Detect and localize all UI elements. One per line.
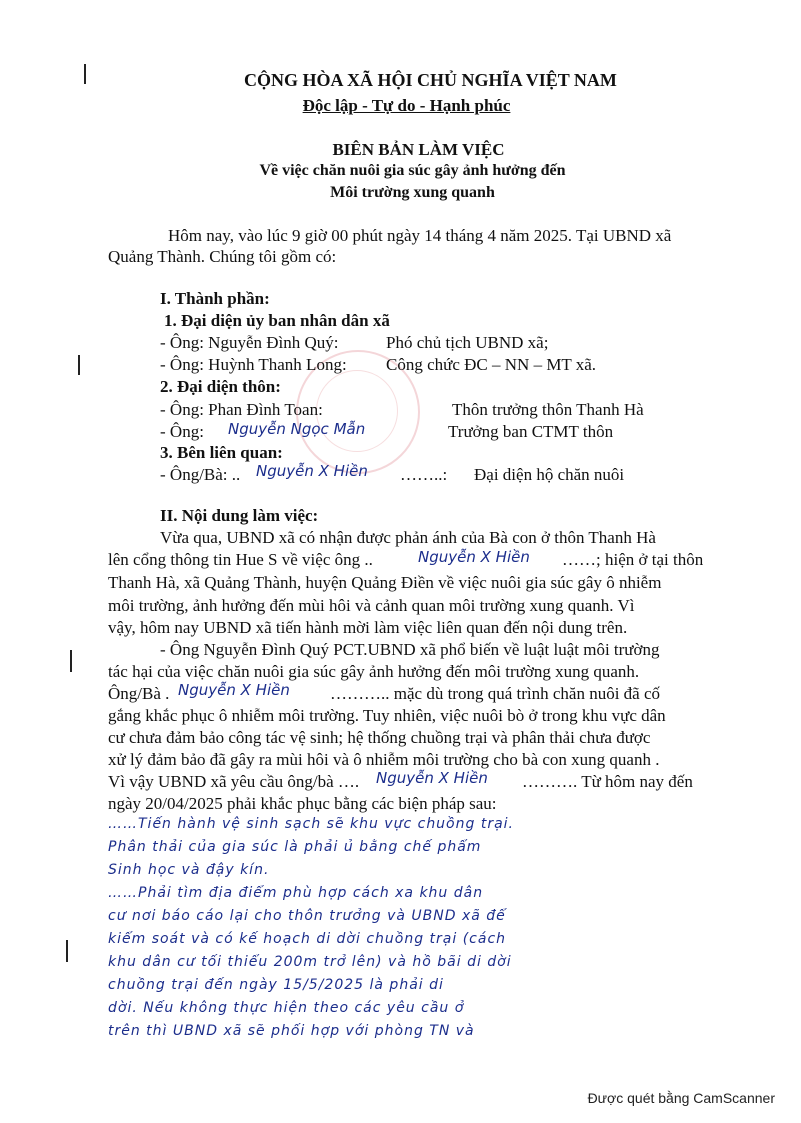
section-1-sub-3: 3. Bên liên quan:: [160, 443, 283, 462]
document-subtitle-2: Môi trường xung quanh: [330, 184, 495, 201]
para-2-line-7a: Vì vậy UBND xã yêu cầu ông/bà ….: [108, 772, 360, 791]
para-1-line-2a: lên cổng thông tin Hue S về việc ông ..: [108, 550, 373, 569]
section-1-sub-1: 1. Đại diện ủy ban nhân dân xã: [164, 311, 390, 330]
handwritten-line: khu dân cư tối thiểu 200m trở lên) và hồ bãi di dời: [108, 954, 512, 970]
para-1-line-1: Vừa qua, UBND xã có nhận được phản ánh của Bà con ở thôn Thanh Hà: [160, 528, 656, 547]
participant-5-role: Đại diện hộ chăn nuôi: [474, 465, 625, 484]
handwritten-line: trên thì UBND xã sẽ phối hợp với phòng TN và: [108, 1023, 475, 1039]
para-2-line-1: - Ông Nguyễn Đình Quý PCT.UBND xã phổ biến về luật luật môi trường: [160, 640, 660, 659]
section-2-heading: II. Nội dung làm việc:: [160, 506, 319, 525]
para-1-line-3: Thanh Hà, xã Quảng Thành, huyện Quảng Điền về việc nuôi gia súc gây ô nhiễm: [108, 573, 662, 592]
participant-4-handwritten-name: Nguyễn Ngọc Mẫn: [228, 420, 366, 438]
participant-4-prefix: - Ông:: [160, 422, 204, 441]
handwritten-line: Phân thải của gia súc là phải ủ bằng chế phẩm: [108, 839, 482, 855]
handwritten-line: dời. Nếu không thực hiện theo các yêu cầu ở: [108, 1000, 465, 1016]
participant-3-name: - Ông: Phan Đình Toan:: [160, 400, 323, 419]
section-1-sub-2: 2. Đại diện thôn:: [160, 377, 281, 396]
handwritten-line: ……Phải tìm địa điểm phù hợp cách xa khu dân: [108, 885, 484, 901]
country-name: CỘNG HÒA XÃ HỘI CHỦ NGHĨA VIỆT NAM: [244, 70, 617, 90]
para-2-handwritten-name-2: Nguyễn X Hiền: [376, 769, 488, 787]
scan-mark: [78, 355, 80, 375]
para-1-line-2b: ……; hiện ở tại thôn: [562, 550, 704, 569]
participant-5-prefix: - Ông/Bà: ..: [160, 465, 241, 484]
para-2-line-4: gắng khắc phục ô nhiễm môi trường. Tuy nhiên, việc nuôi bò ở trong khu vực dân: [108, 706, 666, 725]
para-1-handwritten-name: Nguyễn X Hiền: [418, 548, 530, 566]
participant-4-role: Trưởng ban CTMT thôn: [448, 422, 614, 441]
para-2-line-5: cư chưa đảm bảo công tác vệ sinh; hệ thống chuồng trại và phân thải chưa được: [108, 728, 651, 747]
para-2-line-2: tác hại của việc chăn nuôi gia súc gây ảnh hưởng đến môi trường xung quanh.: [108, 662, 640, 681]
para-2-line-3a: Ông/Bà .: [108, 684, 170, 703]
para-2-handwritten-name: Nguyễn X Hiền: [178, 681, 290, 699]
participant-2-role: Công chức ĐC – NN – MT xã.: [386, 355, 597, 374]
scan-mark: [66, 940, 68, 962]
handwritten-line: Sinh học và đậy kín.: [108, 862, 270, 878]
participant-5-dots: ……..:: [400, 465, 448, 484]
para-2-line-8: ngày 20/04/2025 phải khắc phục bằng các biện pháp sau:: [108, 794, 497, 813]
stamp-seal-inner: [316, 370, 398, 452]
handwritten-line: kiểm soát và có kế hoạch di dời chuồng trại (cách: [108, 931, 507, 947]
participant-2-name: - Ông: Huỳnh Thanh Long:: [160, 355, 347, 374]
participant-1-role: Phó chủ tịch UBND xã;: [386, 333, 549, 352]
handwritten-line: chuồng trại đến ngày 15/5/2025 là phải di: [108, 977, 444, 993]
para-1-line-5: vậy, hôm nay UBND xã tiến hành mời làm việc liên quan đến nội dung trên.: [108, 618, 628, 637]
scanner-watermark: Được quét bằng CamScanner: [587, 1090, 775, 1106]
para-2-line-6: xử lý đảm bảo đã gây ra mùi hôi và ô nhiễm môi trường cho bà con xung quanh .: [108, 750, 660, 769]
section-1-heading: I. Thành phần:: [160, 289, 270, 308]
participant-1-name: - Ông: Nguyễn Đình Quý:: [160, 333, 339, 352]
para-2-line-3b: ……….. mặc dù trong quá trình chăn nuôi đã cố: [330, 684, 661, 703]
handwritten-line: ……Tiến hành vệ sinh sạch sẽ khu vực chuồng trại.: [108, 816, 514, 832]
participant-3-role: Thôn trưởng thôn Thanh Hà: [452, 400, 644, 419]
national-motto: Độc lập - Tự do - Hạnh phúc: [302, 96, 511, 115]
para-2-line-7b: ………. Từ hôm nay đến: [522, 772, 693, 791]
document-title: BIÊN BẢN LÀM VIỆC: [332, 140, 505, 159]
document-subtitle-1: Về việc chăn nuôi gia súc gây ảnh hưởng đến: [259, 162, 566, 179]
handwritten-line: cư nơi báo cáo lại cho thôn trưởng và UBND xã để: [108, 908, 506, 924]
para-1-line-4: môi trường, ảnh hưởng đến mùi hôi và cảnh quan môi trường xung quanh. Vì: [108, 596, 635, 615]
intro-line-2: Quảng Thành. Chúng tôi gồm có:: [108, 247, 337, 266]
intro-line-1: Hôm nay, vào lúc 9 giờ 00 phút ngày 14 tháng 4 năm 2025. Tại UBND xã: [168, 226, 672, 245]
scan-mark: [70, 650, 72, 672]
participant-5-handwritten-name: Nguyễn X Hiền: [256, 462, 368, 480]
